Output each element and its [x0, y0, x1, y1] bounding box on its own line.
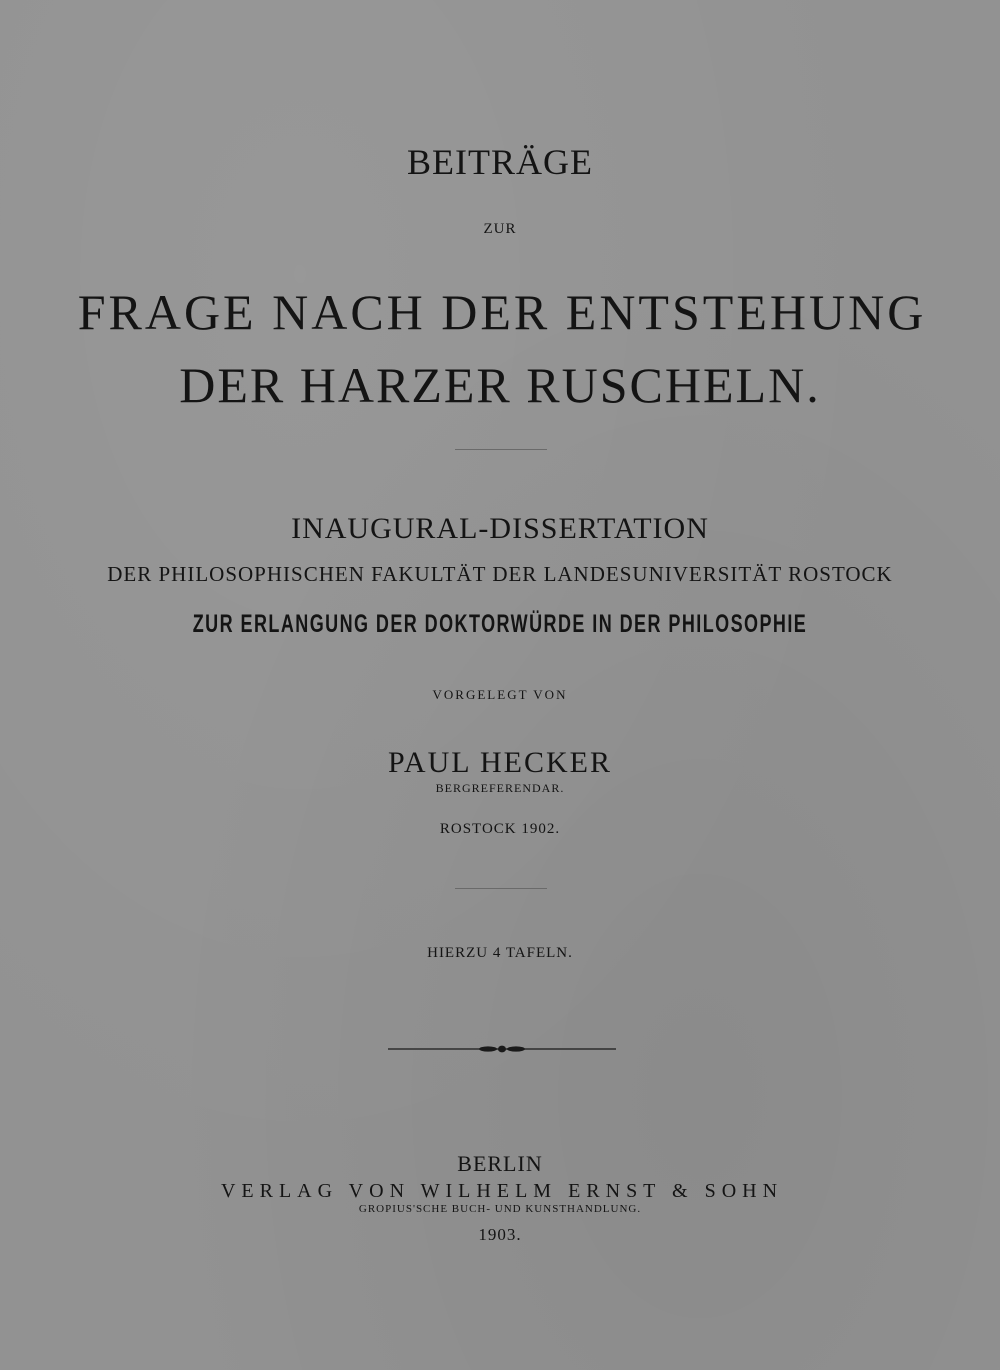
- place-and-year: ROSTOCK 1902.: [439, 821, 561, 837]
- title-line-1: BEITRÄGE: [407, 142, 593, 182]
- publication-year: 1903.: [478, 1225, 522, 1244]
- main-title-line-1: FRAGE NACH DER ENTSTEHUNG: [77, 284, 927, 340]
- author-name: PAUL HECKER: [388, 746, 612, 779]
- degree-purpose-line: ZUR ERLANGUNG DER DOKTORWÜRDE IN DER PHILOSOPHIE: [192, 610, 808, 638]
- presented-by-line: VORGELEGT VON: [432, 687, 568, 702]
- main-title-line-2: DER HARZER RUSCHELN.: [179, 357, 821, 413]
- publisher-city: BERLIN: [457, 1151, 543, 1176]
- divider-rule: [455, 888, 547, 889]
- plates-note: HIERZU 4 TAFELN.: [427, 945, 573, 961]
- publisher-name: VERLAG VON WILHELM ERNST & SOHN: [220, 1180, 784, 1202]
- title-line-2: ZUR: [483, 221, 517, 237]
- author-title: BERGREFERENDAR.: [435, 781, 565, 795]
- ornament-divider: [388, 1042, 616, 1056]
- faculty-line: DER PHILOSOPHISCHEN FAKULTÄT DER LANDESUNIVERSITÄT ROSTOCK: [107, 562, 893, 586]
- dissertation-heading: INAUGURAL-DISSERTATION: [291, 512, 709, 545]
- divider-rule: [455, 449, 547, 450]
- publisher-shop: GROPIUS'SCHE BUCH- UND KUNSTHANDLUNG.: [358, 1203, 642, 1215]
